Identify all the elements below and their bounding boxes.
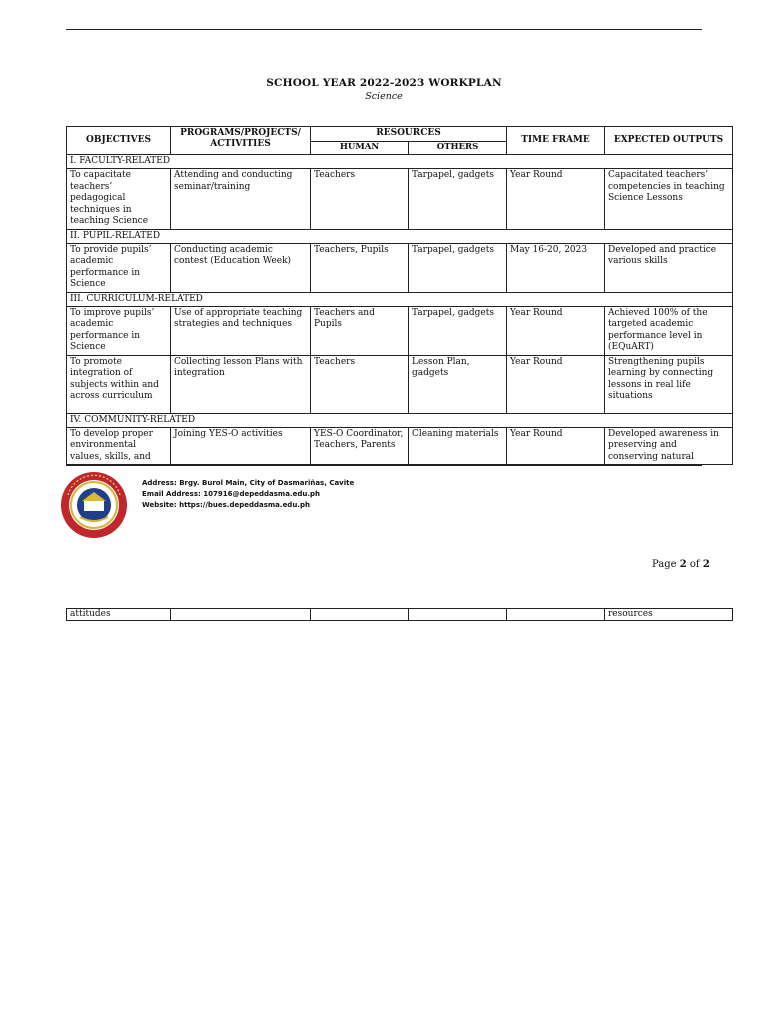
cell-program: Conducting academic contest (Education Week) xyxy=(171,243,311,292)
cell-output: Strengthening pupils learning by connecting lessons in real life situations xyxy=(605,355,733,413)
section-row xyxy=(67,229,733,243)
header-time-frame: TIME FRAME xyxy=(507,127,605,155)
table-row xyxy=(67,306,733,355)
cell-output: Developed and practice various skills xyxy=(605,243,733,292)
header-resources: RESOURCES xyxy=(311,127,507,142)
cell-program: Attending and conducting seminar/training xyxy=(171,169,311,230)
cell-objective: attitudes xyxy=(67,609,171,621)
header-programs: PROGRAMS/PROJECTS/ ACTIVITIES xyxy=(171,127,311,155)
section-heading: I. FACULTY-RELATED xyxy=(67,155,733,169)
cell-others: Lesson Plan, gadgets xyxy=(409,355,507,413)
cell-output: Capacitated teachers’ competencies in teaching Science Lessons xyxy=(605,169,733,230)
section-heading: IV. COMMUNITY-RELATED xyxy=(67,413,733,427)
section-row xyxy=(67,413,733,427)
cell-human: Teachers xyxy=(311,355,409,413)
section-row xyxy=(67,155,733,169)
cell-objective: To develop proper environmental values, skills, and xyxy=(67,427,171,465)
cell-output: resources xyxy=(605,609,733,621)
section-heading: III. CURRICULUM-RELATED xyxy=(67,292,733,306)
cell-human xyxy=(311,609,409,621)
cell-time-frame: Year Round xyxy=(507,427,605,465)
table-row xyxy=(67,169,733,230)
page-number: Page 2 of 2 xyxy=(652,559,710,570)
header-expected-outputs: EXPECTED OUTPUTS xyxy=(605,127,733,155)
cell-program xyxy=(171,609,311,621)
cell-time-frame: May 16-20, 2023 xyxy=(507,243,605,292)
cell-objective: To improve pupils’ academic performance in Science xyxy=(67,306,171,355)
cell-human: Teachers and Pupils xyxy=(311,306,409,355)
header-objectives: OBJECTIVES xyxy=(67,127,171,155)
cell-others: Cleaning materials xyxy=(409,427,507,465)
header-rule xyxy=(66,29,702,30)
cell-others: Tarpapel, gadgets xyxy=(409,243,507,292)
footer-contact xyxy=(142,478,354,511)
workplan-table xyxy=(66,126,733,465)
cell-others: Tarpapel, gadgets xyxy=(409,306,507,355)
table-header-row xyxy=(67,127,733,142)
table-row xyxy=(67,243,733,292)
document-title: SCHOOL YEAR 2022-2023 WORKPLAN xyxy=(266,77,502,89)
cell-time-frame xyxy=(507,609,605,621)
header-others: OTHERS xyxy=(409,142,507,155)
cell-program: Collecting lesson Plans with integration xyxy=(171,355,311,413)
cell-time-frame: Year Round xyxy=(507,355,605,413)
cell-program: Joining YES-O activities xyxy=(171,427,311,465)
footer-website: Website: https://bues.depeddasma.edu.ph xyxy=(142,501,310,509)
footer-email: Email Address: 107916@depeddasma.edu.ph xyxy=(142,490,320,498)
header-human: HUMAN xyxy=(311,142,409,155)
table-row xyxy=(67,609,733,621)
cell-objective: To promote integration of subjects within and across curriculum xyxy=(67,355,171,413)
cell-human: YES-O Coordinator, Teachers, Parents xyxy=(311,427,409,465)
cell-time-frame: Year Round xyxy=(507,306,605,355)
cell-objective: To provide pupils’ academic performance in Science xyxy=(67,243,171,292)
cell-time-frame: Year Round xyxy=(507,169,605,230)
cell-human: Teachers xyxy=(311,169,409,230)
table-row xyxy=(67,355,733,413)
cell-output: Developed awareness in preserving and conserving natural xyxy=(605,427,733,465)
footer-rule xyxy=(66,465,702,466)
document-subtitle: Science xyxy=(365,91,403,102)
cell-objective: To capacitate teachers’ pedagogical techniques in teaching Science xyxy=(67,169,171,230)
section-row xyxy=(67,292,733,306)
cell-output: Achieved 100% of the targeted academic performance level in (EQuART) xyxy=(605,306,733,355)
cell-human: Teachers, Pupils xyxy=(311,243,409,292)
footer-address: Address: Brgy. Burol Main, City of Dasmariñas, Cavite xyxy=(142,479,355,487)
section-heading: II. PUPIL-RELATED xyxy=(67,229,733,243)
cell-others: Tarpapel, gadgets xyxy=(409,169,507,230)
school-seal-logo xyxy=(60,471,128,539)
cell-program: Use of appropriate teaching strategies and techniques xyxy=(171,306,311,355)
cell-others xyxy=(409,609,507,621)
table-row xyxy=(67,427,733,465)
continuation-table xyxy=(66,608,733,621)
